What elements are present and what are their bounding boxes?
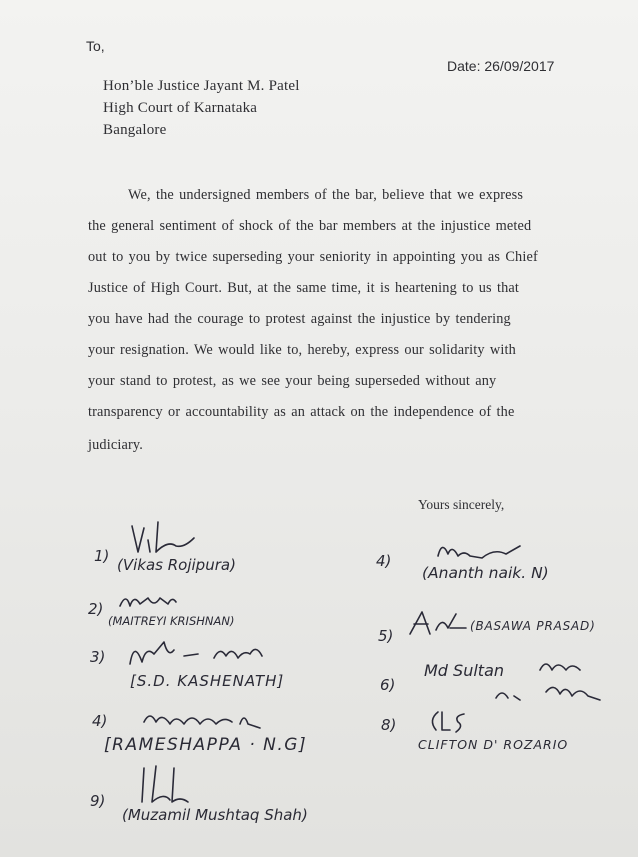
addressee-line: Hon’ble Justice Jayant M. Patel (103, 78, 300, 94)
signature-mark (434, 536, 524, 564)
body-line: judiciary. (88, 437, 143, 453)
signatory-name: CLIFTON D' ROZARIO (418, 737, 569, 752)
signatory-name: [RAMESHAPPA · N.G] (104, 735, 308, 755)
signatory-number: 6) (380, 676, 396, 694)
signatory-name: (Ananth naik. N) (422, 564, 549, 582)
body-line: We, the undersigned members of the bar, believe that we express (128, 187, 524, 203)
signature-mark (124, 636, 274, 668)
signatory-name: Md Sultan (424, 661, 505, 680)
signatory-number: 4) (376, 552, 392, 570)
signatory-number: 4) (92, 712, 108, 730)
body-line: the general sentiment of shock of the bar members at the injustice meted (88, 218, 532, 234)
signature-mark (424, 708, 468, 734)
signatory-number: 9) (90, 792, 106, 810)
signature-mark (140, 702, 280, 732)
signatory-number: 1) (94, 547, 110, 565)
signatory-name: [S.D. KASHENATH] (130, 672, 285, 690)
addressee-line: High Court of Karnataka (103, 100, 258, 116)
body-line: your resignation. We would like to, hereby, express our solidarity with (88, 342, 516, 358)
signature-mark (406, 608, 472, 638)
body-line: Justice of High Court. But, at the same time, it is heartening to us that (88, 280, 520, 296)
signature-mark (134, 762, 194, 808)
signatory-number: 2) (88, 600, 104, 618)
body-line: your stand to protest, as we see your being superseded without any (88, 373, 497, 389)
signatory-name: (Muzamil Mushtaq Shah) (122, 806, 308, 824)
signatory-number: 3) (90, 648, 106, 666)
signature-mark (488, 656, 614, 710)
salutation: To, (86, 38, 105, 54)
signatory-name: (BASAWA PRASAD) (470, 619, 596, 633)
signatory-number: 5) (378, 627, 394, 645)
addressee-line: Bangalore (103, 122, 167, 138)
signature-mark (118, 590, 178, 614)
signature-mark (128, 518, 198, 558)
closing: Yours sincerely, (418, 497, 505, 512)
body-line: out to you by twice superseding your seniority in appointing you as Chief (88, 249, 538, 265)
signatory-name: (MAITREYI KRISHNAN) (108, 614, 235, 628)
body-line: transparency or accountability as an attack on the independence of the (88, 404, 515, 420)
signatory-name: (Vikas Rojipura) (117, 556, 236, 574)
letter-date: Date: 26/09/2017 (447, 58, 555, 74)
signatory-number: 8) (381, 716, 397, 734)
body-line: you have had the courage to protest against the injustice by tendering (88, 311, 511, 327)
